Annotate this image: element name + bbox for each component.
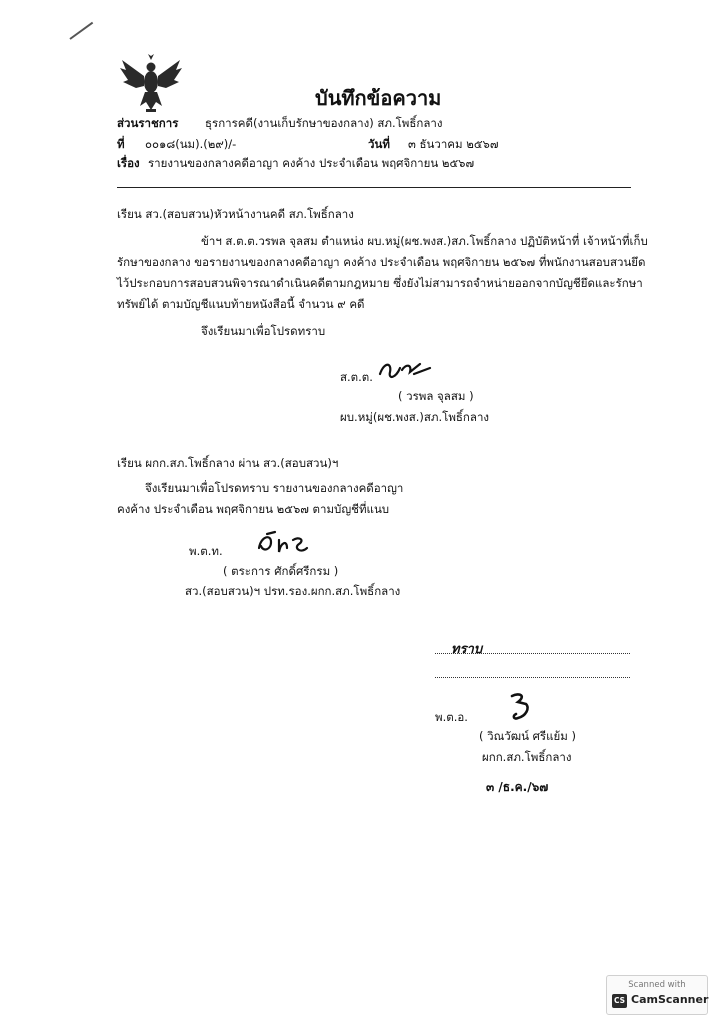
garuda-emblem-icon (118, 52, 184, 114)
dotted-line (435, 676, 630, 678)
section3-rank: พ.ต.อ. (435, 710, 468, 724)
section3-signature (506, 692, 534, 726)
pen-mark (69, 22, 93, 40)
section1-body-line: ไว้ประกอบการสอบสวนพิจารณาดำเนินคดีตามกฎหมาย ซึ่งยังไม่สามารถจำหน่ายออกจากบัญชียึดและรักษา (117, 276, 643, 290)
subject-value: รายงานของกลางคดีอาญา คงค้าง ประจำเดือน พฤศจิกายน ๒๕๖๗ (148, 156, 475, 170)
header-divider (117, 187, 631, 188)
section1-signature (376, 356, 434, 384)
section1-closing: จึงเรียนมาเพื่อโปรดทราบ (201, 324, 326, 338)
section2-rank: พ.ต.ท. (189, 544, 223, 558)
section2-body-line: คงค้าง ประจำเดือน พฤศจิกายน ๒๕๖๗ ตามบัญชีที่แนบ (117, 502, 390, 516)
section3-date-note: ๓ /ธ.ค./๖๗ (486, 780, 549, 794)
subject-label: เรื่อง (117, 156, 140, 170)
section2-signer-name: ( ตระการ ศักดิ์ศรีกรม ) (223, 564, 339, 578)
dept-value: ธุรการคดี(งานเก็บรักษาของกลาง) สภ.โพธิ์กลาง (205, 116, 443, 130)
section1-body-line: ข้าฯ ส.ต.ต.วรพล จุลสม ตำแหน่ง ผบ.หมู่(ผช.พงส.)สภ.โพธิ์กลาง ปฏิบัติหน้าที่ เจ้าหน้าที่เก็บ (201, 234, 648, 248)
section2-body-line: จึงเรียนมาเพื่อโปรดทราบ รายงานของกลางคดีอาญา (145, 481, 404, 495)
memo-title: บันทึกข้อความ (315, 86, 442, 110)
dotted-line (435, 652, 630, 654)
section1-signer-position: ผบ.หมู่(ผช.พงส.)สภ.โพธิ์กลาง (340, 410, 490, 424)
section1-rank: ส.ต.ต. (340, 370, 373, 384)
section3-signer-name: ( วิณวัฒน์ ศรีแย้ม ) (479, 729, 576, 743)
ref-label: ที่ (117, 137, 125, 151)
section1-salutation: เรียน สว.(สอบสวน)หัวหน้างานคดี สภ.โพธิ์กลาง (117, 207, 354, 221)
section1-signer-name: ( วรพล จุลสม ) (398, 389, 474, 403)
date-value: ๓ ธันวาคม ๒๕๖๗ (408, 137, 499, 151)
dept-label: ส่วนราชการ (117, 116, 179, 130)
section3-signer-position: ผกก.สภ.โพธิ์กลาง (482, 750, 572, 764)
section1-body-line: ทรัพย์ได้ ตามบัญชีแนบท้ายหนังสือนี้ จำนวน ๙ คดี (117, 297, 365, 311)
camscanner-name: CamScanner (631, 993, 709, 1006)
section2-signature (255, 528, 311, 558)
camscanner-badge (606, 975, 708, 1015)
date-label: วันที่ (368, 137, 390, 151)
scanned-with-text: Scanned with (628, 980, 686, 990)
ref-value: ๐๐๑๘(นม).(๒๙)/- (145, 137, 237, 151)
section3-order-text: ทราบ (451, 642, 483, 657)
section1-body-line: รักษาของกลาง ขอรายงานของกลางคดีอาญา คงค้าง ประจำเดือน พฤศจิกายน ๒๕๖๗ ที่พนักงานสอบสวนยึด (117, 255, 646, 269)
section2-salutation: เรียน ผกก.สภ.โพธิ์กลาง ผ่าน สว.(สอบสวน)ฯ (117, 456, 339, 470)
section2-signer-position: สว.(สอบสวน)ฯ ปรท.รอง.ผกก.สภ.โพธิ์กลาง (185, 584, 401, 598)
camscanner-logo-icon: CS (612, 994, 627, 1008)
